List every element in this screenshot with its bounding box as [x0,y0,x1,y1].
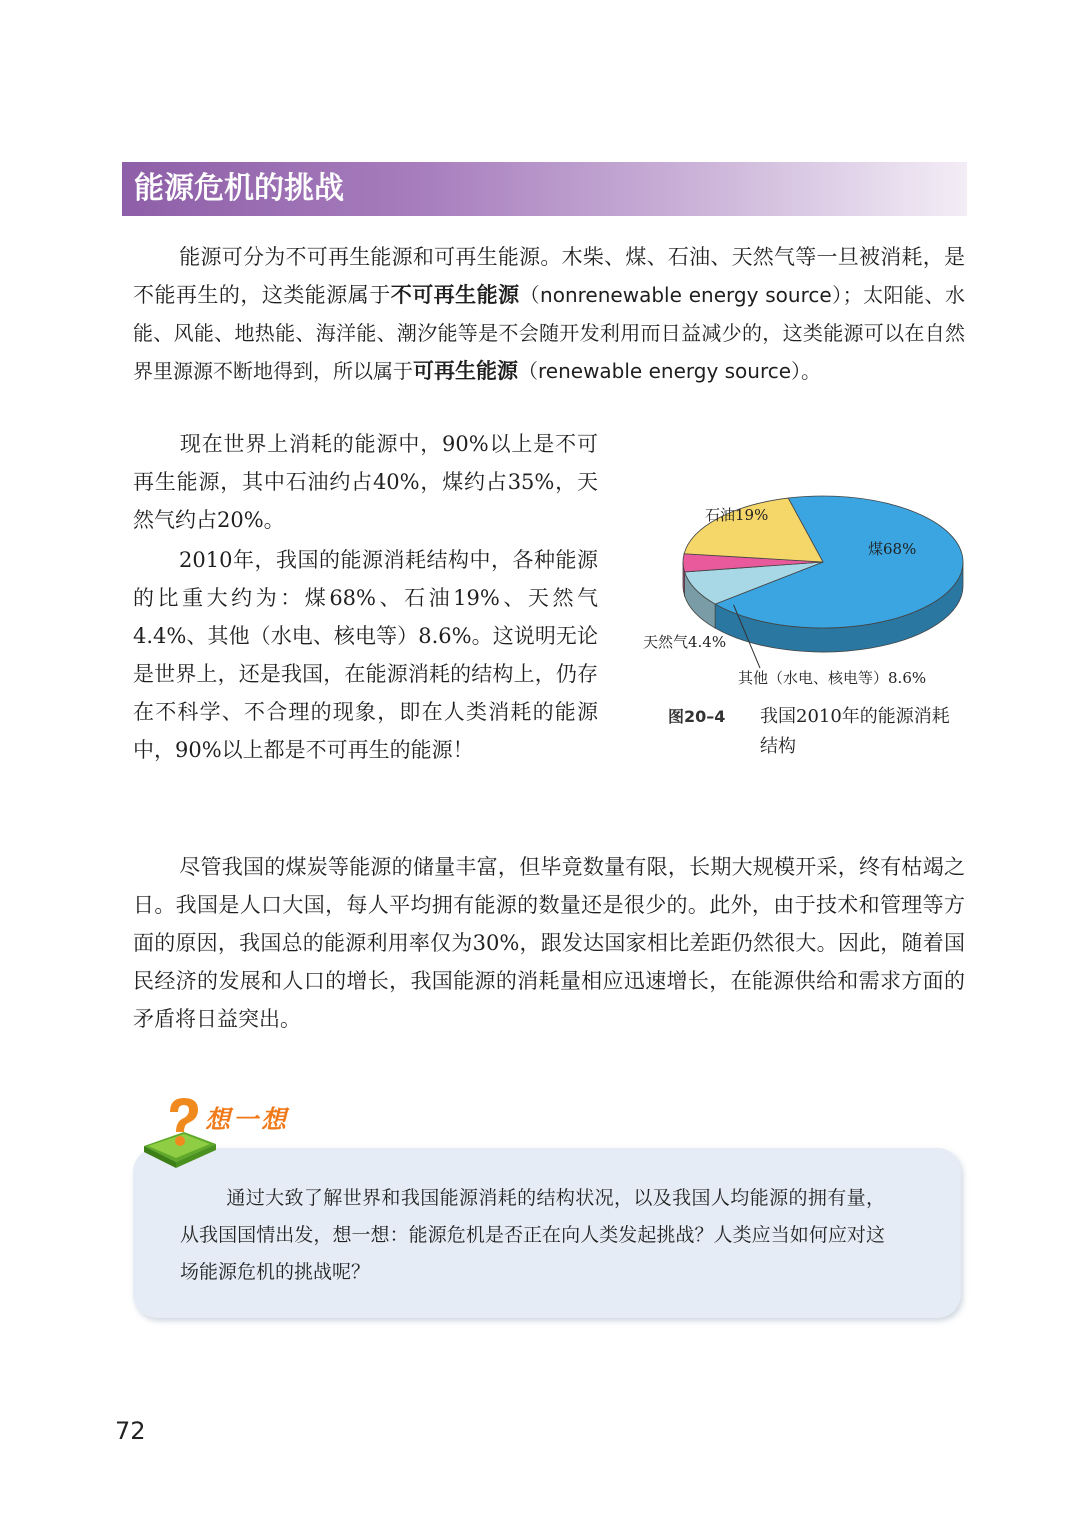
section-title: 能源危机的挑战 [134,171,344,206]
think-text-body: 通过大致了解世界和我国能源消耗的结构状况，以及我国人均能源的拥有量，从我国国情出发，想一想：能源危机是否正在向人类发起挑战？人类应当如何应对这场能源危机的挑战呢？ [180,1187,885,1283]
p2-text: 现在世界上消耗的能源中，90%以上是不可再生能源，其中石油约占40%，煤约占35%，天然气约占20%。 [133,432,598,532]
think-title: 想一想 [205,1105,290,1134]
paragraph-2 [133,425,598,539]
pie-chart [620,460,980,700]
p3-text: 2010年，我国的能源消耗结构中，各种能源的比重大约为：煤68%、石油19%、天然气4.4%、其他（水电、核电等）8.6%。这说明无论是世界上，还是我国，在能源消耗的结构上，仍存在不科学、不合理的现象，即在人类消耗的能源中，90%以上都是不可再生的能源！ [133,548,598,762]
slice-label-coal: 煤68% [868,540,917,558]
p1-text-a: 能源可分为不可再生能源和可再生能源。木柴、煤、石油、天然气等一旦被消耗，是不能再生的，这类能源属于 [133,245,965,307]
term-renewable: 可再生能源 [413,359,518,383]
slice-label-oil: 石油19% [705,506,769,524]
paragraph-1 [133,238,965,390]
paragraph-4 [133,848,965,1038]
figure-caption: 我国2010年的能源消耗结构 [760,706,950,757]
paragraph-3 [133,541,598,769]
slice-label-gas: 天然气4.4% [643,633,727,651]
p1-text-c: （renewable energy source）。 [518,359,822,383]
p4-text: 尽管我国的煤炭等能源的储量丰富，但毕竟数量有限，长期大规模开采，终有枯竭之日。我国是人口大国，每人平均拥有能源的数量还是很少的。此外，由于技术和管理等方面的原因，我国总的能源利用率仅为30%，跟发达国家相比差距仍然很大。因此，随着国民经济的发展和人口的增长，我国能源的消耗量相应迅速增长，在能源供给和需求方面的矛盾将日益突出。 [133,855,965,1031]
figure-number: 图20–4 [668,707,726,726]
p1-text-b: （nonrenewable energy source）；太阳能、水能、风能、地热能、海洋能、潮汐能等是不会随开发利用而日益减少的，这类能源可以在自然界里源源不断地得到，所以属于 [133,283,965,383]
figure-energy-pie [620,460,980,770]
term-nonrenewable: 不可再生能源 [390,283,520,307]
page-number: 72 [115,1417,146,1445]
think-text [180,1180,885,1291]
slice-label-other: 其他（水电、核电等）8.6% [738,669,927,687]
